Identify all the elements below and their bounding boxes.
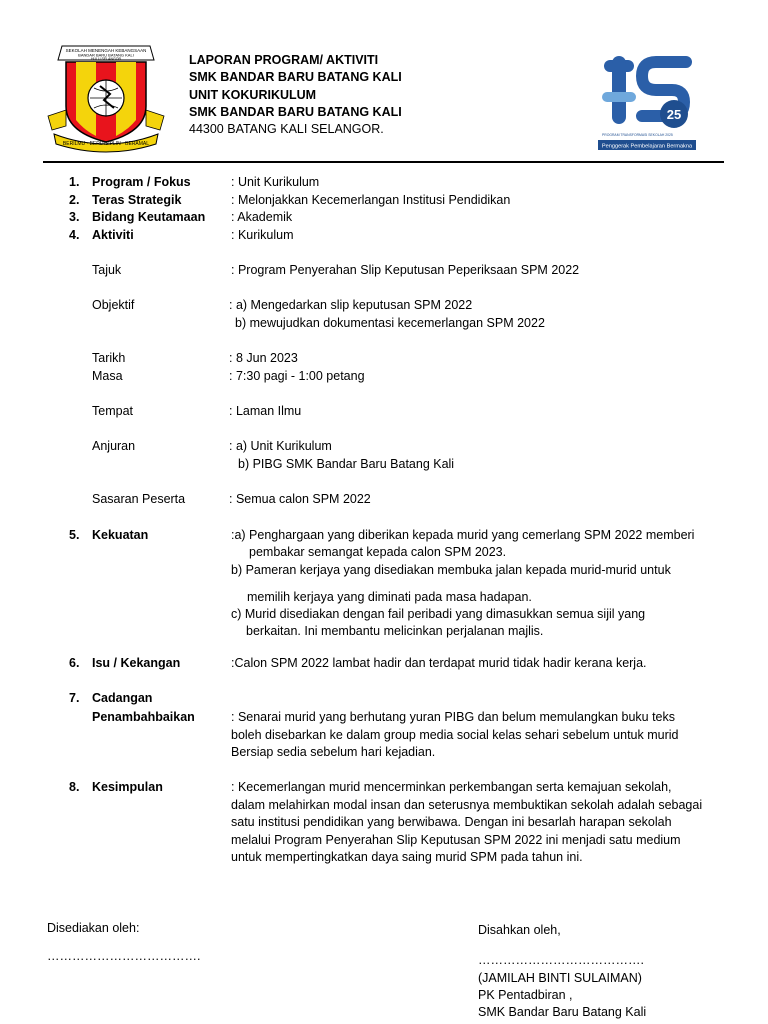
approver-position: PK Pentadbiran , [478, 988, 573, 1002]
kekuatan-line-1: :a) Penghargaan yang diberikan kepada murid yang cemerlang SPM 2022 memberi [231, 528, 695, 542]
ts-logo-small: PROGRAM TRANSFORMASI SEKOLAH 2025 [602, 133, 673, 137]
item-3-value: : Akademik [231, 210, 293, 224]
ts25-logo [594, 52, 700, 152]
item-2-label: Teras Strategik [92, 193, 182, 207]
cadangan-label-1: Cadangan [92, 691, 153, 705]
tajuk-value: : Program Penyerahan Slip Keputusan Peperiksaan SPM 2022 [231, 263, 580, 277]
approved-by-signature-line: …………………………………. [478, 953, 644, 967]
tarikh-label: Tarikh [92, 351, 126, 365]
isu-num: 6. [69, 656, 80, 670]
cadangan-line-2: boleh disebarkan ke dalam group media social kelas sehari sebelum untuk murid [231, 728, 679, 742]
kekuatan-line-2: pembakar semangat kepada calon SPM 2023. [249, 545, 507, 559]
masa-label: Masa [92, 369, 123, 383]
kekuatan-line-5: c) Murid disediakan dengan fail peribadi yang dimasukkan semua sijil yang [231, 607, 646, 621]
kekuatan-line-3: b) Pameran kerjaya yang disediakan membuka jalan kepada murid-murid untuk [231, 563, 671, 577]
anjuran-line-1: : a) Unit Kurikulum [229, 439, 332, 453]
cadangan-num: 7. [69, 691, 80, 705]
anjuran-label: Anjuran [92, 439, 136, 453]
kekuatan-num: 5. [69, 528, 80, 542]
item-1-label: Program / Fokus [92, 175, 191, 189]
kesimpulan-line-1: : Kecemerlangan murid mencerminkan perkembangan serta kemajuan sekolah, [231, 780, 672, 794]
objektif-line-2: b) mewujudkan dokumentasi kecemerlangan SPM 2022 [235, 316, 545, 330]
masa-value: : 7:30 pagi - 1:00 petang [229, 369, 365, 383]
header-line-1: LAPORAN PROGRAM/ AKTIVITI [189, 53, 379, 67]
kesimpulan-line-4: melalui Program Penyerahan Slip Keputusan SPM 2022 ini menjadi satu medium [231, 833, 681, 847]
kesimpulan-line-3: satu institusi pendidikan yang berwibawa. Dengan ini besarlah harapan sekolah [231, 815, 672, 829]
item-2-num: 2. [69, 193, 80, 207]
tarikh-value: : 8 Jun 2023 [229, 351, 298, 365]
prepared-by-label: Disediakan oleh: [47, 921, 140, 935]
tempat-label: Tempat [92, 404, 133, 418]
tajuk-label: Tajuk [92, 263, 122, 277]
sasaran-value: : Semua calon SPM 2022 [229, 492, 371, 506]
kekuatan-label: Kekuatan [92, 528, 149, 542]
isu-label: Isu / Kekangan [92, 656, 181, 670]
cadangan-line-1: : Senarai murid yang berhutang yuran PIBG dan belum memulangkan buku teks [231, 710, 676, 724]
kesimpulan-num: 8. [69, 780, 80, 794]
header-line-3: UNIT KOKURIKULUM [189, 88, 317, 102]
sasaran-label: Sasaran Peserta [92, 492, 186, 506]
item-4-value: : Kurikulum [231, 228, 294, 242]
kesimpulan-line-2: dalam melahirkan modal insan dan seterusnya membuktikan sekolah adalah sebagai [231, 798, 703, 812]
ts-logo-number: 25 [666, 107, 682, 122]
cadangan-label-2: Penambahbaikan [92, 710, 195, 724]
item-3-label: Bidang Keutamaan [92, 210, 206, 224]
crest-motto-text: BERILMU · BERDISIPLIN · BERAMAL [62, 141, 150, 147]
approver-name: (JAMILAH BINTI SULAIMAN) [478, 971, 642, 985]
kekuatan-line-4: memilih kerjaya yang diminati pada masa hadapan. [247, 590, 532, 604]
anjuran-line-2: b) PIBG SMK Bandar Baru Batang Kali [238, 457, 455, 471]
kesimpulan-label: Kesimpulan [92, 780, 163, 794]
header-line-4: SMK BANDAR BARU BATANG KALI [189, 105, 402, 119]
school-crest [44, 42, 168, 154]
objektif-line-1: : a) Mengedarkan slip keputusan SPM 2022 [229, 298, 473, 312]
crest-top2-text: BANDAR BARU BATANG KALI [78, 52, 134, 58]
item-4-label: Aktiviti [92, 228, 134, 242]
item-3-num: 3. [69, 210, 80, 224]
prepared-by-signature-line: ………………………………. [47, 949, 201, 963]
item-2-value: : Melonjakkan Kecemerlangan Institusi Pendidikan [231, 193, 511, 207]
isu-value: :Calon SPM 2022 lambat hadir dan terdapat murid tidak hadir kerana kerja. [231, 656, 647, 670]
item-1-num: 1. [69, 175, 80, 189]
approved-by-label: Disahkan oleh, [478, 923, 561, 937]
header-divider [43, 161, 724, 163]
kekuatan-line-6: berkaitan. Ini membantu melicinkan perjalanan majlis. [246, 624, 544, 638]
approver-school: SMK Bandar Baru Batang Kali [478, 1005, 647, 1019]
cadangan-line-3: Bersiap sedia sebelum hari kejadian. [231, 745, 436, 759]
kesimpulan-line-5: untuk mempertingkatkan daya saing murid SPM pada tahun ini. [231, 850, 583, 864]
crest-top3-text: HULU SELANGOR [91, 57, 121, 61]
ts-logo-banner: Penggerak Pembelajaran Bermakna [601, 143, 693, 150]
item-4-num: 4. [69, 228, 80, 242]
header-line-2: SMK BANDAR BARU BATANG KALI [189, 70, 402, 84]
item-1-value: : Unit Kurikulum [231, 175, 320, 189]
objektif-label: Objektif [92, 298, 135, 312]
tempat-value: : Laman Ilmu [229, 404, 302, 418]
header-address: 44300 BATANG KALI SELANGOR. [189, 122, 384, 136]
crest-top-text: SEKOLAH MENENGAH KEBANGSAAN [65, 48, 147, 53]
